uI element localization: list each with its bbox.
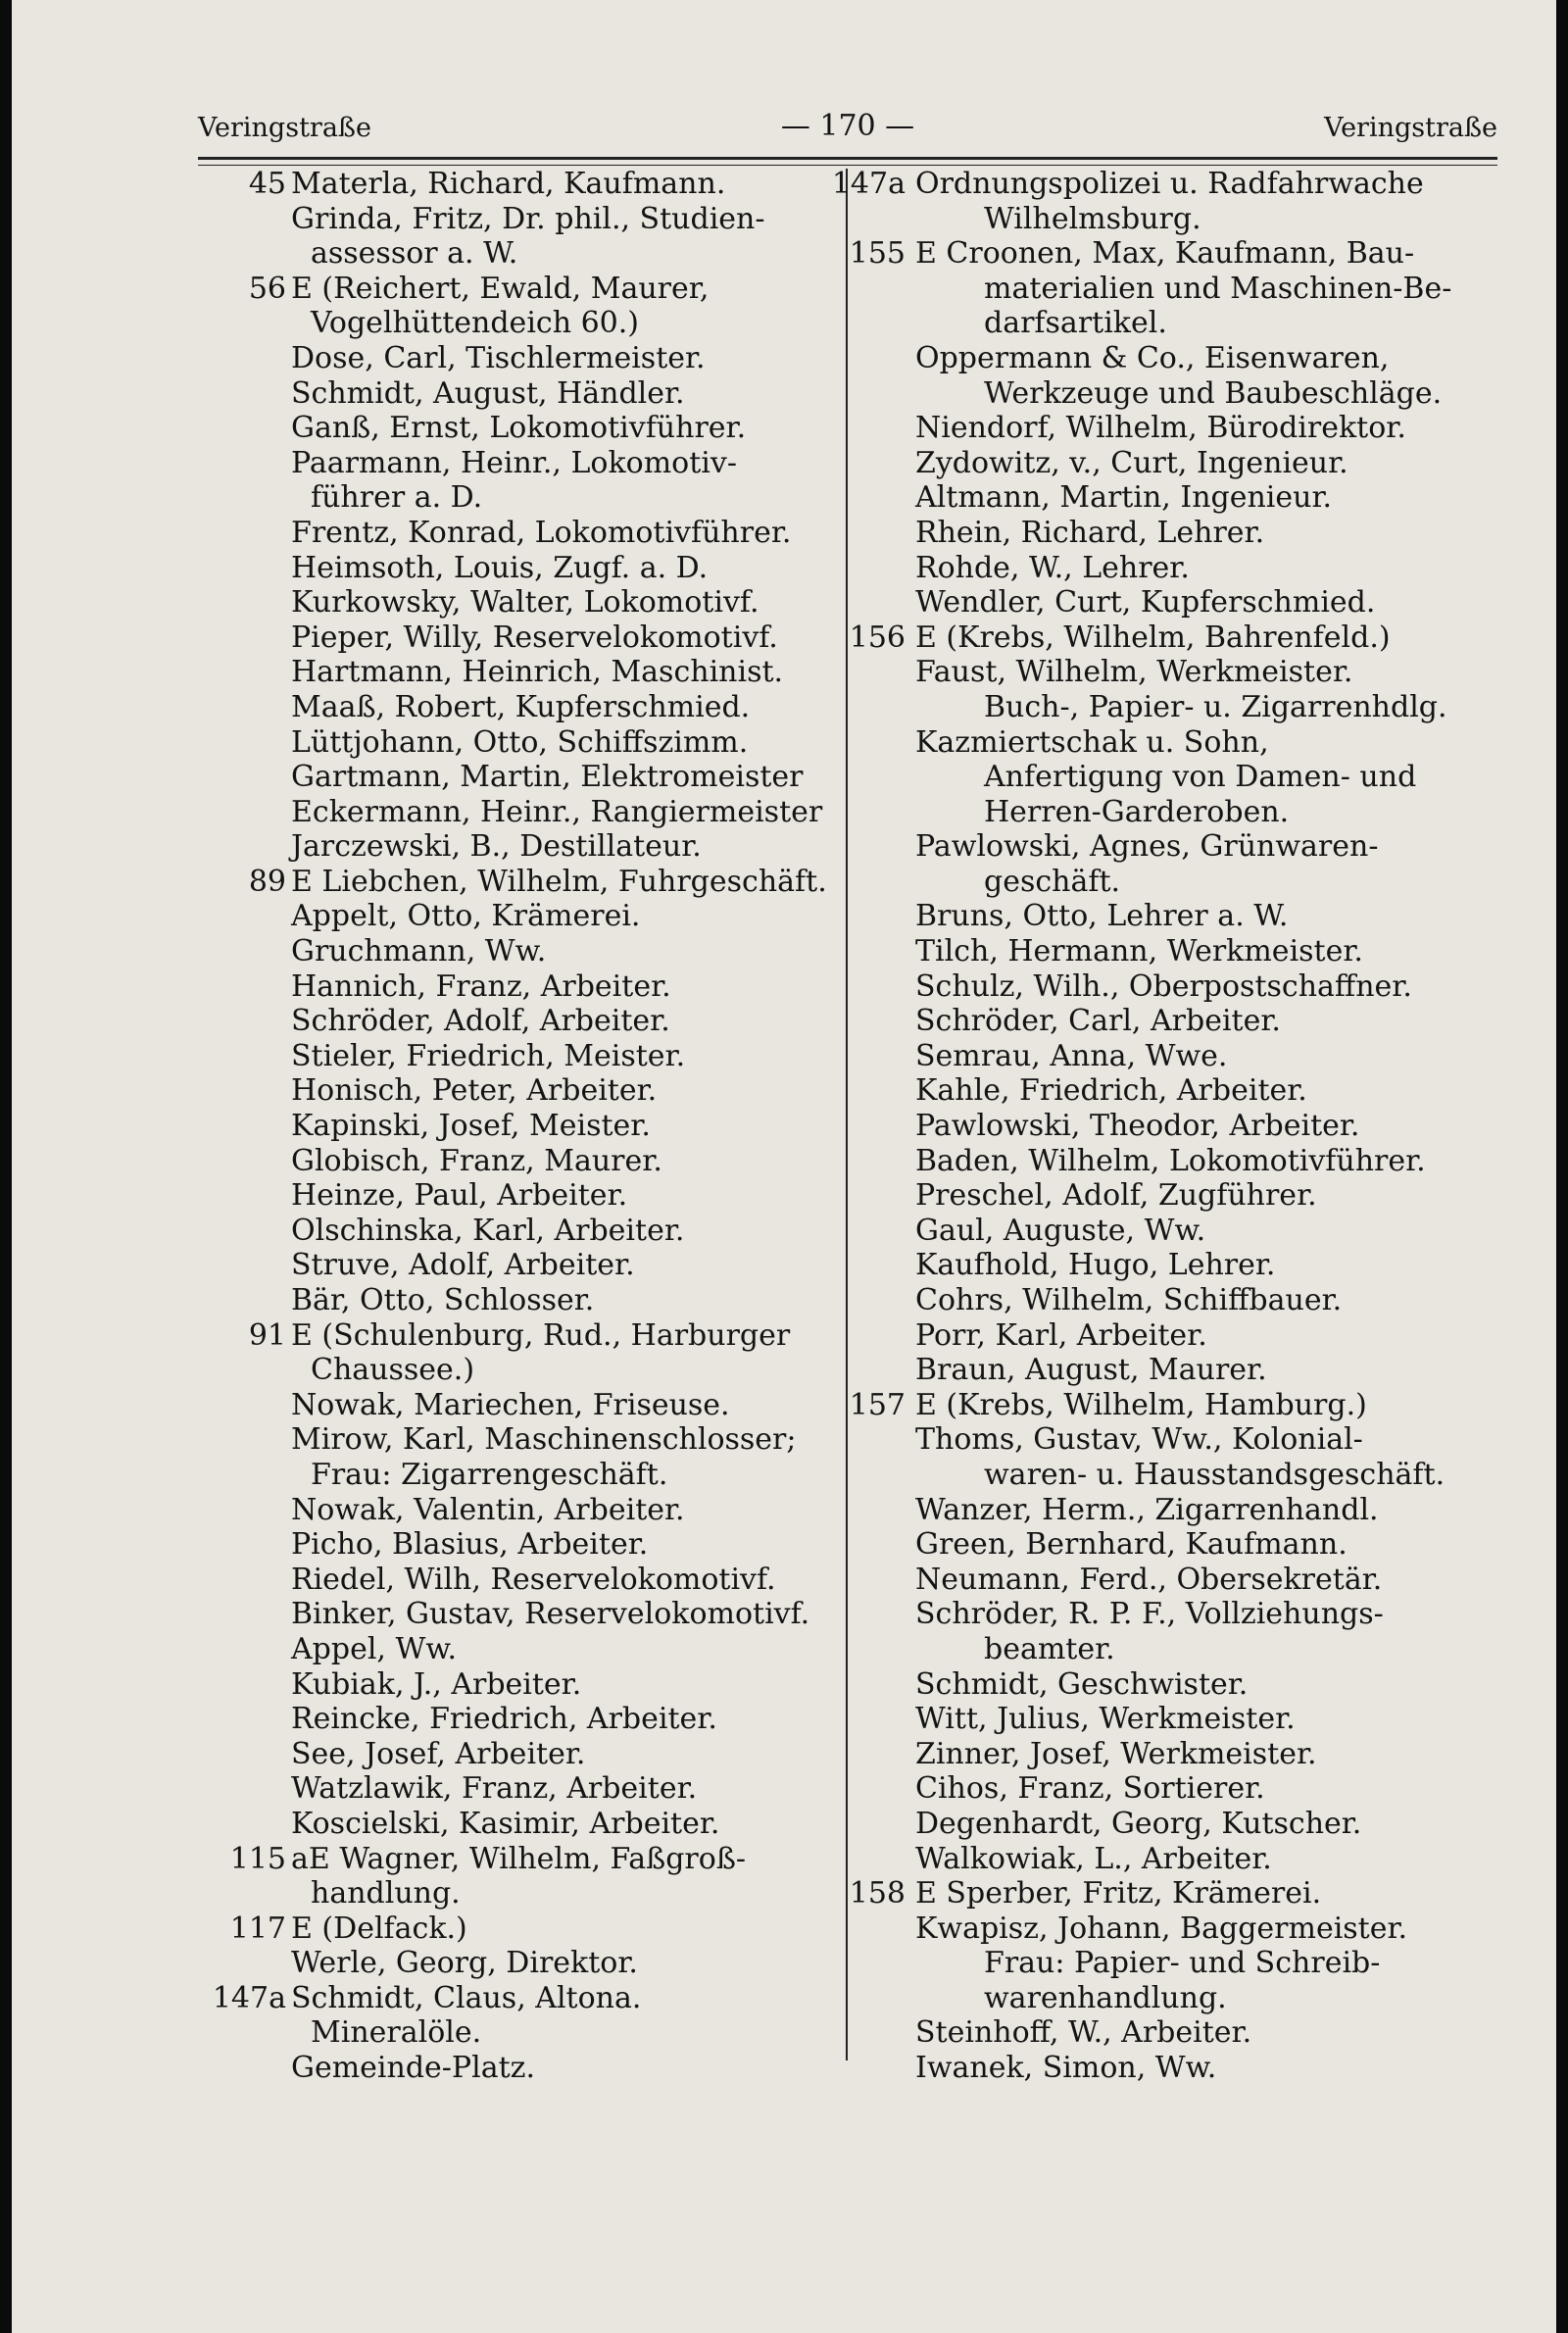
entry-text: Honisch, Peter, Arbeiter. [291, 1073, 658, 1109]
entry-text: Niendorf, Wilhelm, Bürodirektor. [915, 411, 1406, 446]
entry-text: Olschinska, Karl, Arbeiter. [291, 1213, 685, 1248]
directory-line [866, 1632, 1513, 1667]
directory-line [198, 2051, 825, 2086]
directory-line [866, 1946, 1513, 1981]
directory-line [198, 236, 825, 272]
entry-text: Appel, Ww. [291, 1631, 457, 1666]
directory-line [866, 202, 1513, 237]
directory-line [866, 795, 1513, 830]
house-number: 56 [248, 271, 286, 306]
directory-line [198, 1876, 825, 1911]
entry-text: handlung. [311, 1876, 461, 1911]
entry-text: Hartmann, Heinrich, Maschinist. [291, 655, 784, 690]
entry-text: Thoms, Gustav, Ww., Kolonial- [915, 1422, 1363, 1458]
directory-line [866, 829, 1513, 865]
house-number: 157 [849, 1387, 906, 1422]
entry-text: Kubiak, J., Arbeiter. [291, 1666, 582, 1702]
directory-line [198, 934, 825, 969]
directory-line [866, 1283, 1513, 1318]
directory-line [866, 1422, 1513, 1458]
house-number: 155 [849, 236, 906, 272]
entry-text: Kaufhold, Hugo, Lehrer. [915, 1248, 1276, 1283]
entry-text: Schulz, Wilh., Oberpostschaffner. [915, 968, 1412, 1004]
directory-line [198, 1283, 825, 1318]
directory-line [866, 1458, 1513, 1493]
house-number: 156 [849, 620, 906, 655]
directory-line [866, 934, 1513, 969]
directory-line [866, 1353, 1513, 1388]
house-number: 91 [248, 1317, 286, 1353]
entry-text: geschäft. [984, 864, 1121, 899]
directory-line [198, 1667, 825, 1703]
page-number: — 170 — [780, 109, 915, 143]
directory-line [866, 1563, 1513, 1598]
directory-line [866, 760, 1513, 795]
directory-line [198, 1109, 825, 1144]
directory-line [866, 1911, 1513, 1947]
house-number: 89 [248, 864, 286, 899]
entry-text: Pawlowski, Agnes, Grünwaren- [915, 829, 1379, 865]
directory-line [866, 1144, 1513, 1179]
left-column [198, 167, 825, 2086]
entry-text: Semrau, Anna, Wwe. [915, 1038, 1228, 1073]
directory-line [866, 1771, 1513, 1807]
entry-text: Ganß, Ernst, Lokomotivführer. [291, 411, 747, 446]
entry-text: Braun, August, Maurer. [915, 1353, 1267, 1388]
entry-text: Mirow, Karl, Maschinenschlosser; [291, 1422, 797, 1458]
directory-line [866, 306, 1513, 341]
entry-text: Appelt, Otto, Krämerei. [291, 899, 641, 934]
column-divider [846, 169, 848, 2060]
entry-text: Zinner, Josef, Werkmeister. [915, 1736, 1317, 1771]
entry-text: E Liebchen, Wilhelm, Fuhrgeschäft. [291, 864, 827, 899]
directory-page [12, 0, 1556, 2333]
directory-line [198, 411, 825, 446]
entry-text: Witt, Julius, Werkmeister. [915, 1702, 1296, 1737]
entry-text: E (Krebs, Wilhelm, Bahrenfeld.) [915, 620, 1391, 655]
entry-text: Baden, Wilhelm, Lokomotivführer. [915, 1143, 1426, 1178]
entry-text: Lüttjohann, Otto, Schiffszimm. [291, 724, 749, 760]
entry-text: darfsartikel. [984, 306, 1167, 341]
entry-text: Globisch, Franz, Maurer. [291, 1143, 662, 1178]
entry-text: Schmidt, Claus, Altona. [291, 1980, 642, 2015]
entry-text: Iwanek, Simon, Ww. [915, 2051, 1217, 2086]
header-street-right: Veringstraße [1324, 113, 1497, 143]
directory-line [831, 167, 1513, 202]
directory-line [866, 1248, 1513, 1283]
entry-text: Frau: Papier- und Schreib- [984, 1946, 1381, 1981]
entry-text: E (Krebs, Wilhelm, Hamburg.) [915, 1387, 1367, 1422]
directory-line [866, 1597, 1513, 1632]
entry-text: Hannich, Franz, Arbeiter. [291, 968, 671, 1004]
directory-line [866, 1178, 1513, 1214]
entry-text: Green, Bernhard, Kaufmann. [915, 1527, 1348, 1563]
entry-text: Neumann, Ferd., Obersekretär. [915, 1562, 1383, 1597]
entry-text: führer a. D. [311, 480, 483, 516]
entry-text: E (Reichert, Ewald, Maurer, [291, 271, 710, 306]
directory-line [198, 272, 825, 307]
directory-line [849, 620, 1513, 656]
directory-line [866, 655, 1513, 690]
entry-text: Kazmiertschak u. Sohn, [915, 724, 1269, 760]
entry-text: Schmidt, Geschwister. [915, 1666, 1249, 1702]
directory-line [198, 1911, 825, 1947]
entry-text: aE Wagner, Wilhelm, Faßgroß- [291, 1841, 747, 1876]
directory-line [866, 1807, 1513, 1842]
directory-line [198, 690, 825, 725]
entry-text: Ordnungspolizei u. Radfahrwache [915, 167, 1424, 201]
directory-line [866, 1842, 1513, 1877]
entry-text: Binker, Gustav, Reservelokomotivf. [291, 1597, 810, 1632]
directory-line [866, 446, 1513, 481]
house-number: 147a [212, 1980, 286, 2015]
directory-line [198, 202, 825, 237]
directory-line [198, 725, 825, 761]
entry-text: warenhandlung. [984, 1980, 1227, 2015]
directory-line [866, 865, 1513, 900]
directory-line [866, 1981, 1513, 2016]
entry-text: Faust, Wilhelm, Werkmeister. [915, 655, 1353, 690]
entry-text: Oppermann & Co., Eisenwaren, [915, 340, 1390, 375]
directory-line [198, 1004, 825, 1039]
entry-text: E Croonen, Max, Kaufmann, Bau- [915, 236, 1415, 272]
entry-text: Pieper, Willy, Reservelokomotivf. [291, 620, 778, 655]
entry-text: Schmidt, August, Händler. [291, 375, 685, 411]
directory-line [866, 376, 1513, 412]
entry-text: Jarczewski, B., Destillateur. [291, 829, 702, 865]
entry-text: Gemeinde-Platz. [291, 2051, 535, 2086]
directory-line [198, 795, 825, 830]
directory-line [198, 1039, 825, 1074]
directory-line [198, 1527, 825, 1563]
directory-line [198, 1248, 825, 1283]
directory-line [849, 1876, 1513, 1911]
entry-text: Chaussee.) [311, 1353, 475, 1388]
directory-line [866, 1737, 1513, 1772]
entry-text: Pawlowski, Theodor, Arbeiter. [915, 1109, 1360, 1144]
entry-text: beamter. [984, 1631, 1115, 1666]
entry-text: Schröder, Carl, Arbeiter. [915, 1004, 1281, 1039]
directory-line [198, 341, 825, 376]
directory-line [866, 690, 1513, 725]
entry-text: Koscielski, Kasimir, Arbeiter. [291, 1806, 720, 1841]
entry-text: Vogelhüttendeich 60.) [311, 306, 639, 341]
directory-line [198, 865, 825, 900]
directory-line [198, 829, 825, 865]
entry-text: Riedel, Wilh, Reservelokomotivf. [291, 1562, 776, 1597]
entry-text: Grinda, Fritz, Dr. phil., Studien- [291, 201, 765, 236]
directory-line [866, 2015, 1513, 2051]
house-number: 147a [831, 167, 906, 201]
entry-text: Walkowiak, L., Arbeiter. [915, 1841, 1272, 1876]
entry-text: Eckermann, Heinr., Rangiermeister [291, 794, 823, 829]
entry-text: Gaul, Auguste, Ww. [915, 1213, 1206, 1248]
directory-line [849, 236, 1513, 272]
entry-text: Cihos, Franz, Sortierer. [915, 1771, 1265, 1807]
directory-line [198, 551, 825, 586]
entry-text: Rohde, W., Lehrer. [915, 550, 1190, 585]
directory-line [198, 1597, 825, 1632]
entry-text: Zydowitz, v., Curt, Ingenieur. [915, 445, 1348, 480]
directory-line [198, 1353, 825, 1388]
directory-line [198, 655, 825, 690]
directory-line [198, 306, 825, 341]
directory-line [198, 1458, 825, 1493]
right-column [831, 167, 1513, 2086]
directory-line [198, 446, 825, 481]
directory-line [866, 725, 1513, 761]
entry-text: Herren-Garderoben. [984, 794, 1290, 829]
entry-text: Degenhardt, Georg, Kutscher. [915, 1806, 1362, 1841]
entry-text: Gartmann, Martin, Elektromeister [291, 760, 804, 795]
entry-text: assessor a. W. [311, 236, 518, 272]
entry-text: Wendler, Curt, Kupferschmied. [915, 585, 1376, 620]
entry-text: Cohrs, Wilhelm, Schiffbauer. [915, 1283, 1343, 1317]
directory-line [198, 1318, 825, 1354]
entry-text: See, Josef, Arbeiter. [291, 1736, 586, 1771]
directory-line [198, 376, 825, 412]
directory-line [198, 1178, 825, 1214]
directory-line [198, 1214, 825, 1249]
entry-text: Werkzeuge und Baubeschläge. [984, 375, 1443, 411]
entry-text: Kahle, Friedrich, Arbeiter. [915, 1073, 1307, 1109]
entry-text: Bruns, Otto, Lehrer a. W. [915, 899, 1289, 934]
page-header [198, 103, 1497, 152]
entry-text: Frentz, Konrad, Lokomotivführer. [291, 515, 792, 550]
entry-text: Reincke, Friedrich, Arbeiter. [291, 1702, 717, 1737]
entry-text: Preschel, Adolf, Zugführer. [915, 1178, 1317, 1214]
directory-line [866, 1073, 1513, 1109]
directory-line [198, 480, 825, 516]
house-number: 117 [229, 1911, 286, 1946]
entry-text: Schröder, Adolf, Arbeiter. [291, 1004, 670, 1039]
entry-text: Dose, Carl, Tischlermeister. [291, 340, 706, 375]
entry-text: waren- u. Hausstandsgeschäft. [984, 1457, 1446, 1492]
entry-text: Heimsoth, Louis, Zugf. a. D. [291, 550, 709, 585]
directory-line [866, 341, 1513, 376]
directory-line [198, 1144, 825, 1179]
house-number: 45 [248, 167, 286, 201]
directory-line [198, 760, 825, 795]
directory-line [866, 1318, 1513, 1354]
entry-text: Porr, Karl, Arbeiter. [915, 1317, 1207, 1353]
entry-text: Maaß, Robert, Kupferschmied. [291, 689, 751, 724]
directory-line [198, 1388, 825, 1423]
entry-text: Picho, Blasius, Arbeiter. [291, 1527, 649, 1563]
header-street-left: Veringstraße [198, 113, 371, 143]
entry-text: Bär, Otto, Schlosser. [291, 1283, 595, 1317]
entry-text: Werle, Georg, Direktor. [291, 1946, 638, 1981]
directory-line [198, 516, 825, 551]
entry-text: Gruchmann, Ww. [291, 934, 547, 969]
directory-line [866, 899, 1513, 934]
directory-line [849, 1387, 1513, 1423]
directory-line [866, 1039, 1513, 1074]
entry-text: Buch-, Papier- u. Zigarrenhdlg. [984, 689, 1447, 724]
header-rule-thin [198, 165, 1497, 166]
entry-text: Tilch, Hermann, Werkmeister. [915, 934, 1363, 969]
entry-text: Wanzer, Herm., Zigarrenhandl. [915, 1492, 1379, 1527]
directory-line [866, 1527, 1513, 1563]
directory-line [198, 1737, 825, 1772]
directory-line [866, 516, 1513, 551]
entry-text: Materla, Richard, Kaufmann. [291, 167, 726, 201]
entry-text: Paarmann, Heinr., Lokomotiv- [291, 445, 737, 480]
directory-line [198, 167, 825, 202]
directory-line [198, 1771, 825, 1807]
entry-text: materialien und Maschinen-Be- [984, 271, 1452, 306]
directory-line [866, 1667, 1513, 1703]
directory-line [198, 1842, 825, 1877]
directory-line [198, 620, 825, 656]
entry-text: E (Delfack.) [291, 1911, 467, 1946]
directory-line [198, 899, 825, 934]
entry-text: Watzlawik, Franz, Arbeiter. [291, 1771, 698, 1807]
entry-text: Anfertigung von Damen- und [984, 760, 1417, 795]
house-number: 158 [849, 1876, 906, 1911]
entry-text: Altmann, Martin, Ingenieur. [915, 480, 1333, 516]
directory-line [866, 585, 1513, 620]
entry-text: Kapinski, Josef, Meister. [291, 1109, 651, 1144]
directory-line [198, 1946, 825, 1981]
directory-line [198, 969, 825, 1005]
entry-text: Schröder, R. P. F., Vollziehungs- [915, 1597, 1384, 1632]
directory-line [866, 969, 1513, 1005]
entry-text: Rhein, Richard, Lehrer. [915, 515, 1265, 550]
directory-line [198, 1073, 825, 1109]
directory-line [198, 1981, 825, 2016]
directory-line [866, 1109, 1513, 1144]
directory-line [198, 1422, 825, 1458]
directory-line [198, 1807, 825, 1842]
entry-text: Nowak, Valentin, Arbeiter. [291, 1492, 685, 1527]
entry-text: E Sperber, Fritz, Krämerei. [915, 1876, 1322, 1911]
directory-line [198, 585, 825, 620]
header-rule-thick [198, 157, 1497, 160]
directory-line [866, 1004, 1513, 1039]
entry-text: Nowak, Mariechen, Friseuse. [291, 1387, 730, 1422]
directory-line [198, 2015, 825, 2051]
entry-text: Wilhelmsburg. [984, 201, 1201, 236]
entry-text: Mineralöle. [311, 2015, 482, 2051]
directory-line [866, 1702, 1513, 1737]
entry-text: Steinhoff, W., Arbeiter. [915, 2015, 1252, 2051]
directory-line [198, 1702, 825, 1737]
entry-text: E (Schulenburg, Rud., Harburger [291, 1317, 791, 1353]
house-number: 115 [229, 1841, 286, 1876]
directory-line [198, 1563, 825, 1598]
directory-line [198, 1493, 825, 1528]
directory-line [866, 480, 1513, 516]
entry-text: Heinze, Paul, Arbeiter. [291, 1178, 628, 1214]
entry-text: Frau: Zigarrengeschäft. [311, 1457, 668, 1492]
directory-line [866, 2051, 1513, 2086]
directory-line [866, 551, 1513, 586]
entry-text: Struve, Adolf, Arbeiter. [291, 1248, 635, 1283]
entry-text: Kwapisz, Johann, Baggermeister. [915, 1911, 1408, 1946]
directory-line [866, 1493, 1513, 1528]
directory-line [866, 1214, 1513, 1249]
entry-text: Stieler, Friedrich, Meister. [291, 1038, 686, 1073]
directory-line [866, 272, 1513, 307]
entry-text: Kurkowsky, Walter, Lokomotivf. [291, 585, 760, 620]
directory-line [198, 1632, 825, 1667]
directory-line [866, 411, 1513, 446]
